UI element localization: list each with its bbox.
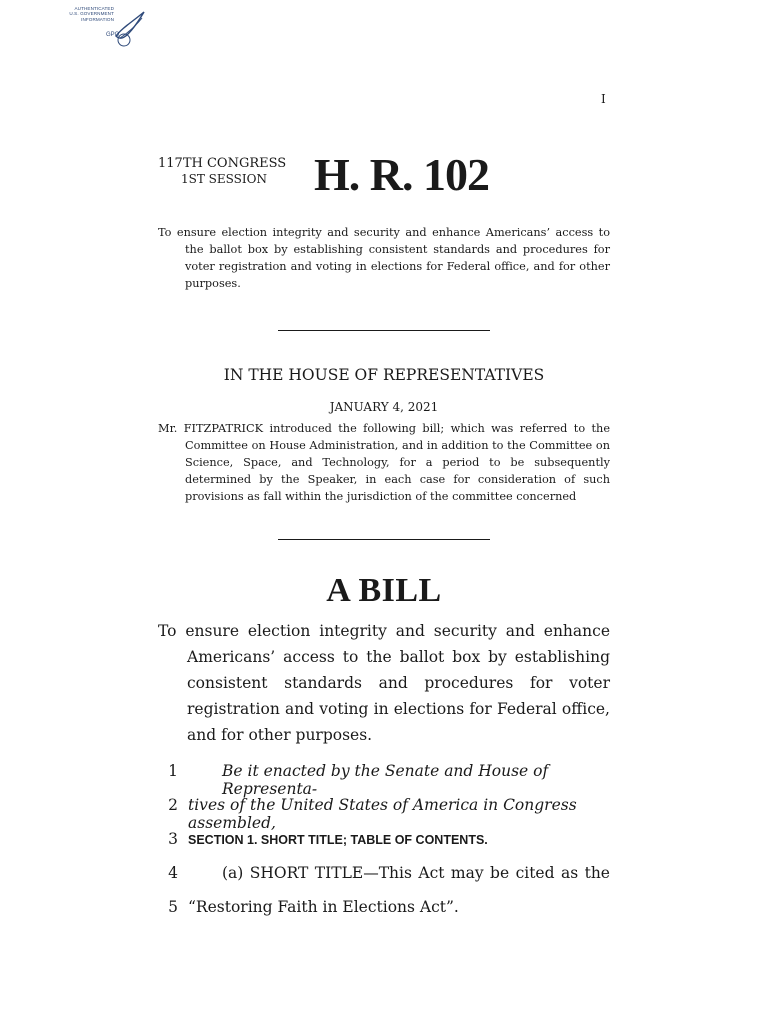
seal-line-2: U.S. GOVERNMENT <box>69 11 114 17</box>
sponsor-name: FITZPATRICK <box>183 422 264 435</box>
subsection-text: —This Act may be cited as the <box>363 864 610 882</box>
session-label: 1ST SESSION <box>181 172 267 186</box>
line-number: 1 <box>168 762 178 780</box>
bill-heading: A BILL <box>326 572 442 609</box>
enacting-clause-line-2: tives of the United States of America in Congress assembled, <box>188 796 577 832</box>
act-title-line: “Restoring Faith in Elections Act”. <box>188 898 459 916</box>
sponsor-prefix: Mr. <box>158 422 178 435</box>
chamber-heading: IN THE HOUSE OF REPRESENTATIVES <box>223 366 545 384</box>
introduction-text: introduced the following bill; which was referred to the Committee on House Administration, and in addition to the Committee on Science, Space, and Technology, for a period to be subsequently determined by the Speaker, in each case for consideration of such provisions as fall within the jurisdiction of the committee concerned <box>185 422 610 503</box>
congress-suffix: TH CONGRESS <box>182 156 287 171</box>
enacting-clause-line-1: Be it enacted by the Senate and House of Representa- <box>222 762 549 798</box>
seal-gpo-text: GPO <box>106 32 120 38</box>
eagle-icon <box>112 6 148 48</box>
divider-rule <box>278 330 490 331</box>
seal-line-3: INFORMATION <box>81 16 114 22</box>
line-number: 4 <box>168 864 178 882</box>
subsection-label: (a) <box>222 864 244 882</box>
line-number: 3 <box>168 830 178 848</box>
introduction-paragraph <box>158 420 610 505</box>
purpose-long: To ensure election integrity and security and enhance Americans’ access to the ballot box by establishing consistent standards and procedures for voter registration and voting in elections for Federal office, and for other purposes. <box>158 622 610 744</box>
subsection-heading: SHORT TITLE <box>249 864 364 882</box>
seal-line-1: AUTHENTICATED <box>74 6 114 11</box>
divider-rule <box>278 539 490 540</box>
line-number: 5 <box>168 898 178 916</box>
section-heading: SECTION 1. SHORT TITLE; TABLE OF CONTENTS. <box>188 833 488 847</box>
bill-number: H. R. 102 <box>314 149 489 200</box>
line-number: 2 <box>168 796 178 814</box>
introduction-date: JANUARY 4, 2021 <box>329 400 439 414</box>
congress-number: 117 <box>158 156 183 171</box>
page-mark: I <box>601 92 606 106</box>
congress-label <box>158 156 286 171</box>
gpo-authentication-seal <box>62 6 148 48</box>
short-title-line <box>222 864 610 882</box>
purpose-short: To ensure election integrity and security and enhance Americans’ access to the ballot box by establishing consistent standards and procedures for voter registration and voting in elections for Federal office, and for other purposes. <box>158 226 610 290</box>
